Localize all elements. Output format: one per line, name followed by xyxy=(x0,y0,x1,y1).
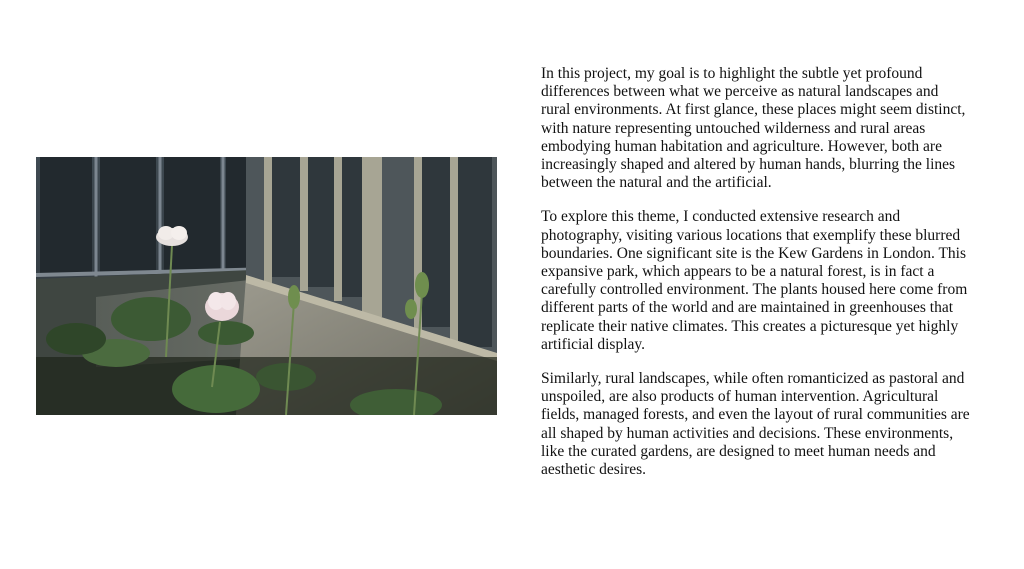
article-text xyxy=(541,65,971,495)
greenhouse-lotus-image xyxy=(36,157,497,415)
paragraph-1: In this project, my goal is to highlight the subtle yet profound differences between what we perceive as natural landscapes and rural environments. At first glance, these places might seem distinct, with nature representing untouched wilderness and rural areas embodying human habitation and agriculture. However, both are increasingly shaped and altered by human hands, blurring the lines between the natural and the artificial. xyxy=(541,65,966,192)
paragraph-2: To explore this theme, I conducted extensive research and photography, visiting various locations that exemplify these blurred boundaries. One significant site is the Kew Gardens in London. This expansive park, which appears to be a natural forest, is in fact a carefully controlled environment. The plants housed here come from different parts of the world and are maintained in greenhouses that replicate their native climates. This creates a picturesque yet highly artificial display. xyxy=(541,208,968,353)
paragraph-3: Similarly, rural landscapes, while often romanticized as pastoral and unspoiled, are also products of human intervention. Agricultural fields, managed forests, and even the layout of rural communities are all shaped by human activities and decisions. These environments, like the curated gardens, are designed to meet human needs and aesthetic desires. xyxy=(541,370,970,479)
greenhouse-lotus-photo xyxy=(36,157,497,415)
